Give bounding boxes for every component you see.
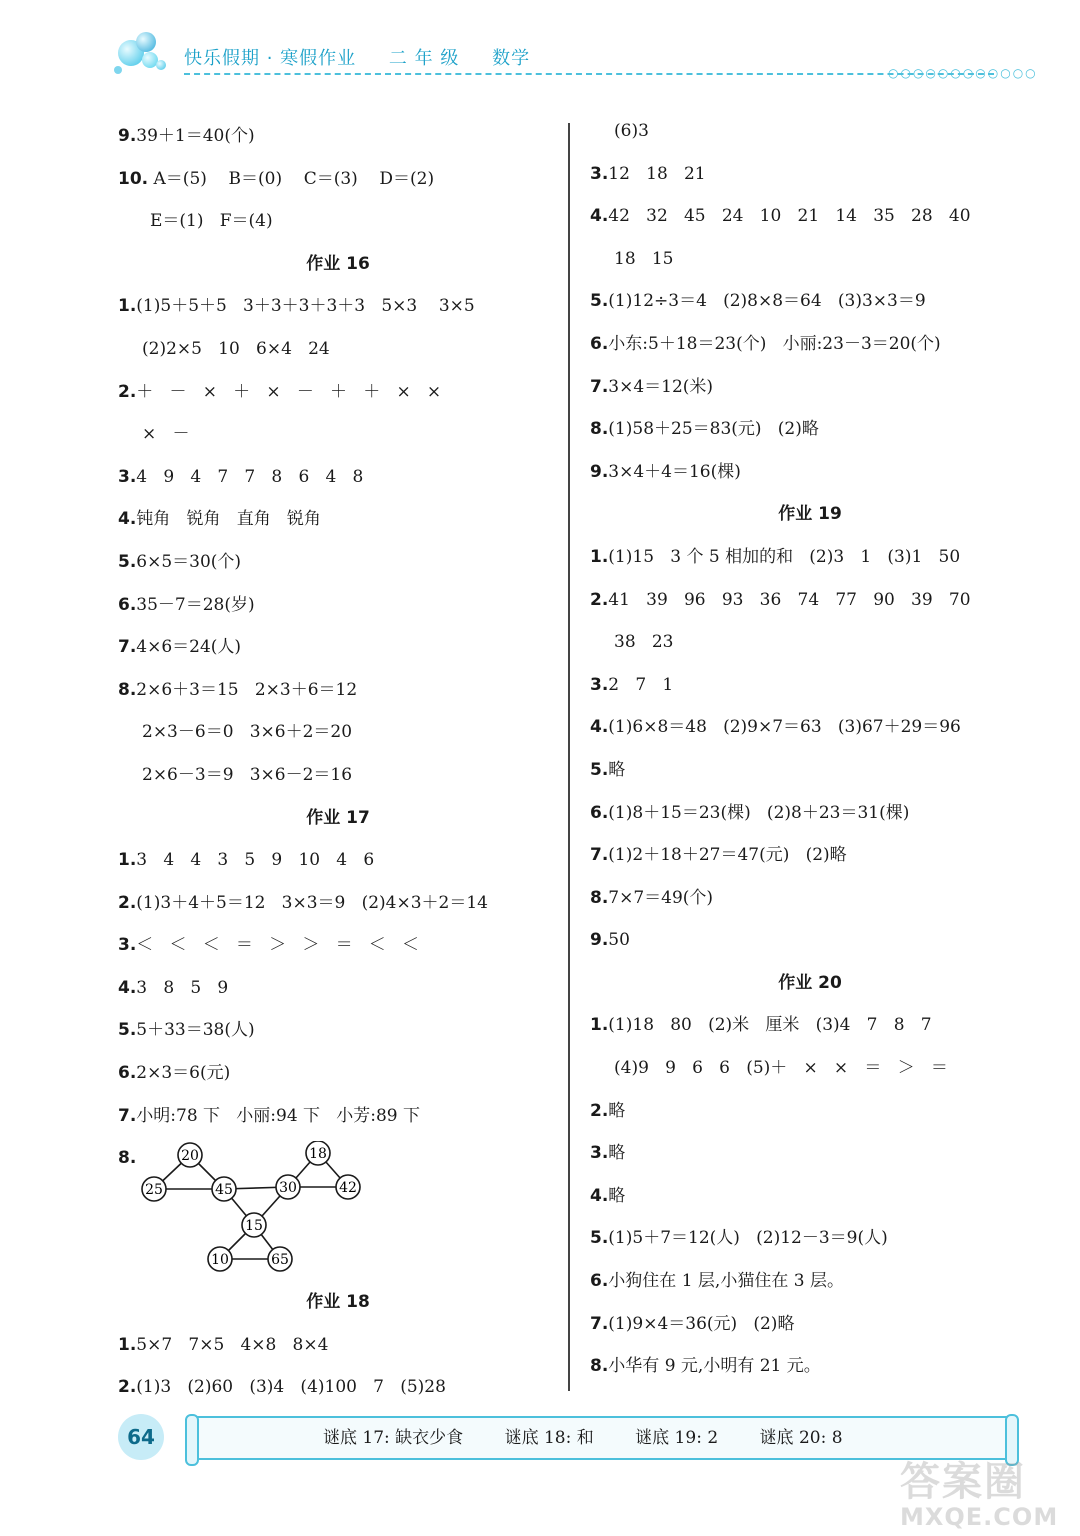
watermark-text-top: 答案圈	[900, 1459, 1026, 1505]
section-title-hw17: 作业 17	[306, 807, 370, 828]
answer-line: 1.3 4 4 3 5 9 10 4 6	[118, 850, 375, 871]
section-title-hw19: 作业 19	[778, 504, 842, 525]
answer-line: 7.(1)2＋18＋27＝47(元) (2)略	[590, 845, 847, 866]
answer-line: 6.小东:5＋18＝23(个) 小丽:23－3＝20(个)	[590, 333, 941, 354]
answer-line: 6.35－7＝28(岁)	[118, 594, 255, 615]
diagram-node-label: 20	[181, 1148, 199, 1165]
answer-line: 4.3 8 5 9	[118, 977, 229, 998]
answer-line: 5.(1)5＋7＝12(人) (2)12－3＝9(人)	[590, 1228, 888, 1249]
answer-line: 6.2×3＝6(元)	[118, 1063, 231, 1084]
answer-line: 1.5×7 7×5 4×8 8×4	[118, 1334, 329, 1355]
answer-line: 9.50	[590, 930, 630, 951]
answer-line: 2.(1)3 (2)60 (3)4 (4)100 7 (5)28	[118, 1377, 446, 1398]
answer-line: 7.4×6＝24(人)	[118, 637, 242, 658]
answer-line: 5.略	[590, 759, 626, 780]
answer-line: E＝(1) F＝(4)	[150, 211, 273, 232]
watermark-text-bottom: MXQE.COM	[900, 1503, 1059, 1531]
diagram-node-label: 25	[145, 1182, 163, 1199]
answer-line: 10. A＝(5) B＝(0) C＝(3) D＝(2)	[118, 168, 435, 189]
diagram-node-label: 18	[309, 1146, 327, 1163]
answer-line: 9.39＋1＝40(个)	[118, 126, 255, 146]
answer-line: 9.3×4＋4＝16(棵)	[590, 461, 741, 482]
left-column	[118, 115, 558, 1409]
answer-line: 5.6×5＝30(个)	[118, 551, 242, 572]
site-watermark	[900, 1450, 1070, 1530]
answer-line: 2×6－3＝9 3×6－2＝16	[142, 764, 353, 785]
answer-line: 8.7×7＝49(个)	[590, 887, 714, 908]
answer-line: 6.小狗住在 1 层,小猫住在 3 层。	[590, 1271, 844, 1292]
answer-line: 3.略	[590, 1143, 626, 1164]
answer-line: (4)9 9 6 6 (5)＋ × × ＝ ＞ ＝	[614, 1058, 948, 1079]
diagram-node-label: 65	[271, 1252, 289, 1269]
answer-line: 8.2×6＋3＝15 2×3＋6＝12	[118, 679, 358, 700]
answer-line: 4.钝角 锐角 直角 锐角	[118, 509, 321, 530]
riddle-answer-20: 谜底 20: 8	[759, 1428, 843, 1448]
answer-line: 1.(1)5＋5＋5 3＋3＋3＋3＋3 5×3 3×5	[118, 296, 475, 317]
answer-line: 2.41 39 96 93 36 74 77 90 39 70	[590, 589, 971, 610]
diagram-node-label: 30	[279, 1180, 297, 1197]
answer-line: 2.＋ － × ＋ × － ＋ ＋ × ×	[118, 381, 442, 402]
answer-line: 3.＜ ＜ ＜ ＝ ＞ ＞ ＝ ＜ ＜	[118, 935, 419, 956]
answer-line: 4.略	[590, 1185, 626, 1206]
answer-line: 8.小华有 9 元,小明有 21 元。	[590, 1356, 821, 1377]
answer-line: 7.3×4＝12(米)	[590, 376, 714, 397]
answer-line: 8.(1)58＋25＝83(元) (2)略	[590, 419, 819, 440]
answer-line: 3.4 9 4 7 7 8 6 4 8	[118, 466, 364, 487]
diagram-node-label: 42	[339, 1180, 357, 1197]
answer-line: 18 15	[614, 248, 674, 269]
answer-line: 4.(1)6×8＝48 (2)9×7＝63 (3)67＋29＝96	[590, 717, 961, 738]
header-dots: ○○○○○○○○○○○○	[888, 66, 1038, 80]
answer-line: 7.小明:78 下 小丽:94 下 小芳:89 下	[118, 1105, 421, 1126]
riddle-answer-18: 谜底 18: 和	[504, 1428, 594, 1448]
number-triangle-diagram-row: 8. 20 25 45 30 18 42 15 10 65	[118, 1137, 558, 1281]
header-rule	[184, 73, 994, 75]
answer-line: (2)2×5 10 6×4 24	[142, 338, 330, 359]
answer-line: 2.(1)3＋4＋5＝12 3×3＝9 (2)4×3＋2＝14	[118, 892, 488, 913]
subject-label: 数学	[492, 48, 531, 69]
riddle-answer-19: 谜底 19: 2	[635, 1428, 719, 1448]
diagram-node-label: 10	[211, 1252, 229, 1269]
book-title: 快乐假期 · 寒假作业	[184, 48, 357, 69]
header-title	[184, 44, 556, 70]
answer-line: 3.2 7 1	[590, 674, 674, 695]
answer-line: 6.(1)8＋15＝23(棵) (2)8＋23＝31(棵)	[590, 802, 910, 823]
diagram-node-label: 45	[215, 1182, 233, 1199]
answer-line: 2×3－6＝0 3×6＋2＝20	[142, 722, 353, 743]
answer-line: 1.(1)18 80 (2)米 厘米 (3)4 7 8 7	[590, 1015, 932, 1036]
page-header	[112, 28, 1038, 88]
bubbles-logo-icon	[112, 28, 172, 80]
section-title-hw18: 作业 18	[306, 1292, 370, 1313]
answer-line: 4.42 32 45 24 10 21 14 35 28 40	[590, 206, 971, 227]
answer-line: 3.12 18 21	[590, 163, 706, 184]
answer-line: 38 23	[614, 632, 674, 653]
section-title-hw20: 作业 20	[778, 972, 842, 993]
number-triangle-diagram	[132, 1141, 382, 1277]
diagram-edges	[154, 1153, 348, 1259]
answer-line: 5.5＋33＝38(人)	[118, 1020, 255, 1041]
answer-line: 2.略	[590, 1100, 626, 1121]
riddle-answers-scroll	[185, 1414, 1019, 1462]
answer-line: × －	[142, 424, 190, 445]
answer-line: 1.(1)15 3 个 5 相加的和 (2)3 1 (3)1 50	[590, 546, 961, 567]
riddle-answers	[323, 1414, 879, 1462]
diagram-node-label: 15	[245, 1218, 263, 1235]
page-number: 64	[118, 1414, 164, 1460]
grade-label: 二 年 级	[388, 48, 460, 69]
column-divider	[568, 123, 570, 1391]
scroll-left-end	[185, 1414, 199, 1466]
right-column	[590, 115, 1030, 1388]
answer-line: (6)3	[614, 121, 649, 141]
section-title-hw16: 作业 16	[306, 253, 370, 274]
answer-line: 5.(1)12÷3＝4 (2)8×8＝64 (3)3×3＝9	[590, 291, 926, 312]
answer-line: 7.(1)9×4＝36(元) (2)略	[590, 1313, 795, 1334]
riddle-answer-17: 谜底 17: 缺衣少食	[323, 1428, 464, 1448]
